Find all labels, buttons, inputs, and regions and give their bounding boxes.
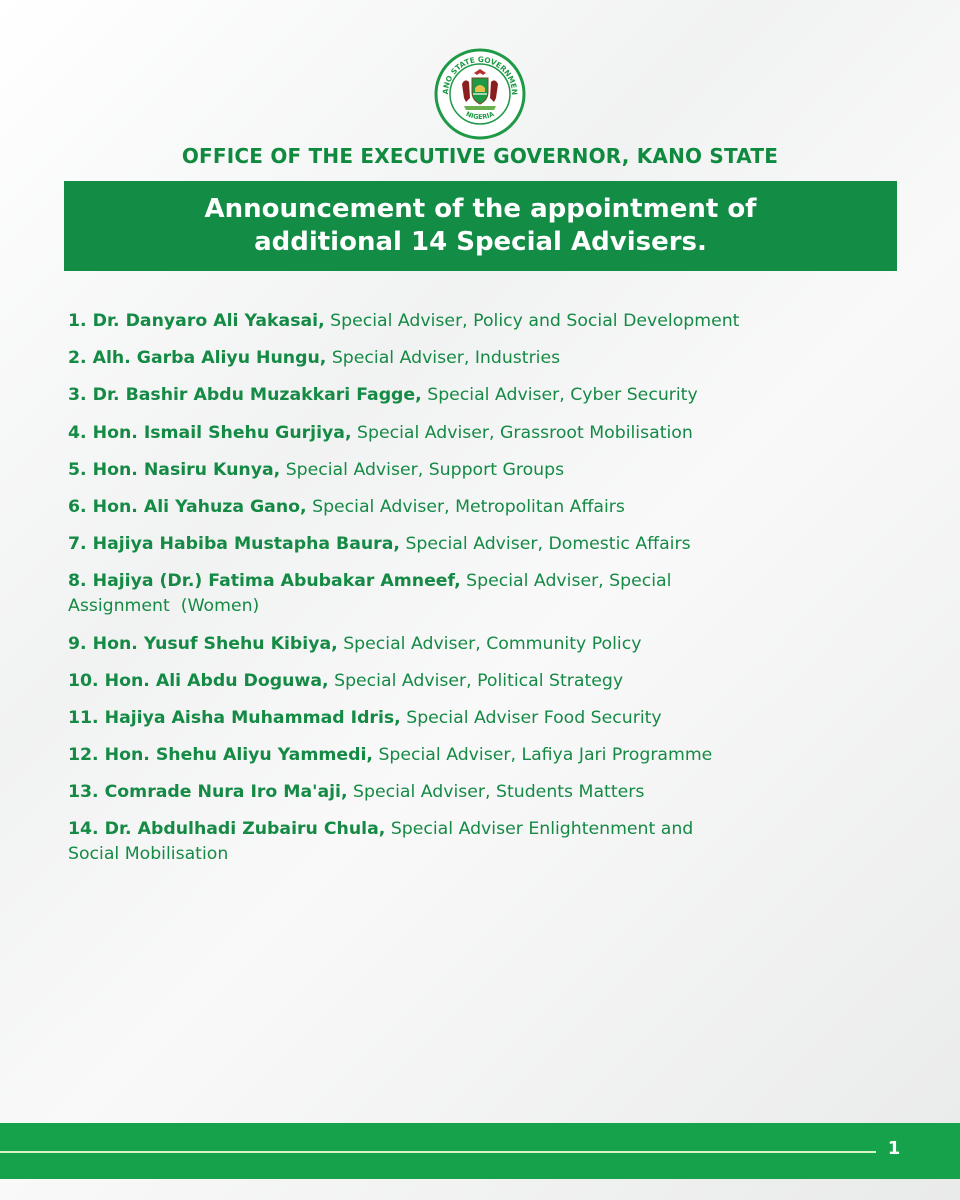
appointee-role: Special Adviser, Special bbox=[466, 571, 672, 592]
appointment-item bbox=[68, 532, 928, 557]
appointee-role: Special Adviser, Metropolitan Affairs bbox=[312, 496, 625, 517]
appointee-role-continued: Assignment (Women) bbox=[68, 596, 260, 617]
appointment-item bbox=[68, 669, 928, 694]
appointee-name: 12. Hon. Shehu Aliyu Yammedi, bbox=[68, 745, 373, 766]
svg-text:KANO STATE GOVERNMENT: ANO STATE GOVERNMEN bbox=[440, 54, 520, 96]
appointee-name: 14. Dr. Abdulhadi Zubairu Chula, bbox=[68, 819, 386, 840]
appointment-item bbox=[68, 569, 928, 619]
appointee-role: Special Adviser, Community Policy bbox=[343, 633, 642, 654]
appointee-name: 10. Hon. Ali Abdu Doguwa, bbox=[68, 670, 329, 691]
appointee-role: Special Adviser, Grassroot Mobilisation bbox=[357, 422, 693, 443]
appointment-item bbox=[68, 817, 928, 867]
appointee-name: 3. Dr. Bashir Abdu Muzakkari Fagge, bbox=[68, 385, 422, 406]
appointee-role-continued: Social Mobilisation bbox=[68, 844, 229, 865]
footer-divider bbox=[0, 1151, 876, 1153]
appointment-item bbox=[68, 383, 928, 408]
appointee-role: Special Adviser, Domestic Affairs bbox=[405, 534, 691, 555]
announcement-banner bbox=[64, 181, 897, 271]
appointee-name: 13. Comrade Nura Iro Ma'aji, bbox=[68, 782, 348, 803]
announcement-line-2: additional 14 Special Advisers. bbox=[254, 227, 707, 257]
appointment-item bbox=[68, 495, 928, 520]
appointee-name: 9. Hon. Yusuf Shehu Kibiya, bbox=[68, 633, 338, 654]
kano-state-seal bbox=[434, 48, 526, 140]
appointments-list bbox=[68, 309, 928, 880]
appointment-item bbox=[68, 346, 928, 371]
appointment-item bbox=[68, 743, 928, 768]
announcement-line-1: Announcement of the appointment of bbox=[204, 194, 757, 224]
appointee-role: Special Adviser, Cyber Security bbox=[427, 385, 698, 406]
appointee-role: Special Adviser, Students Matters bbox=[353, 782, 645, 803]
appointee-role: Special Adviser, Lafiya Jari Programme bbox=[378, 745, 713, 766]
appointee-role: Special Adviser, Support Groups bbox=[285, 459, 565, 480]
appointee-name: 5. Hon. Nasiru Kunya, bbox=[68, 459, 281, 480]
svg-text:NIGERIA: NIGERIA bbox=[464, 109, 496, 122]
appointee-name: 2. Alh. Garba Aliyu Hungu, bbox=[68, 348, 327, 369]
office-title: OFFICE OF THE EXECUTIVE GOVERNOR, KANO STATE bbox=[181, 144, 779, 168]
appointment-item bbox=[68, 458, 928, 483]
appointee-role: Special Adviser, Policy and Social Development bbox=[330, 311, 740, 331]
appointee-name: 8. Hajiya (Dr.) Fatima Abubakar Amneef, bbox=[68, 571, 461, 592]
appointment-item bbox=[68, 421, 928, 446]
appointee-role: Special Adviser Food Security bbox=[406, 707, 662, 728]
appointee-name: 6. Hon. Ali Yahuza Gano, bbox=[68, 496, 307, 517]
appointee-name: 1. Dr. Danyaro Ali Yakasai, bbox=[68, 311, 325, 331]
appointee-role: Special Adviser, Industries bbox=[331, 348, 561, 369]
page-number: 1 bbox=[887, 1138, 901, 1159]
appointment-item bbox=[68, 706, 928, 731]
appointment-item bbox=[68, 632, 928, 657]
appointment-item bbox=[68, 309, 928, 334]
appointee-role: Special Adviser, Political Strategy bbox=[334, 670, 624, 691]
appointee-name: 7. Hajiya Habiba Mustapha Baura, bbox=[68, 534, 400, 555]
appointee-name: 4. Hon. Ismail Shehu Gurjiya, bbox=[68, 422, 352, 443]
appointee-role: Special Adviser Enlightenment and bbox=[390, 819, 694, 840]
seal-emblem-icon bbox=[434, 48, 526, 140]
appointment-item bbox=[68, 780, 928, 805]
appointee-name: 11. Hajiya Aisha Muhammad Idris, bbox=[68, 707, 401, 728]
